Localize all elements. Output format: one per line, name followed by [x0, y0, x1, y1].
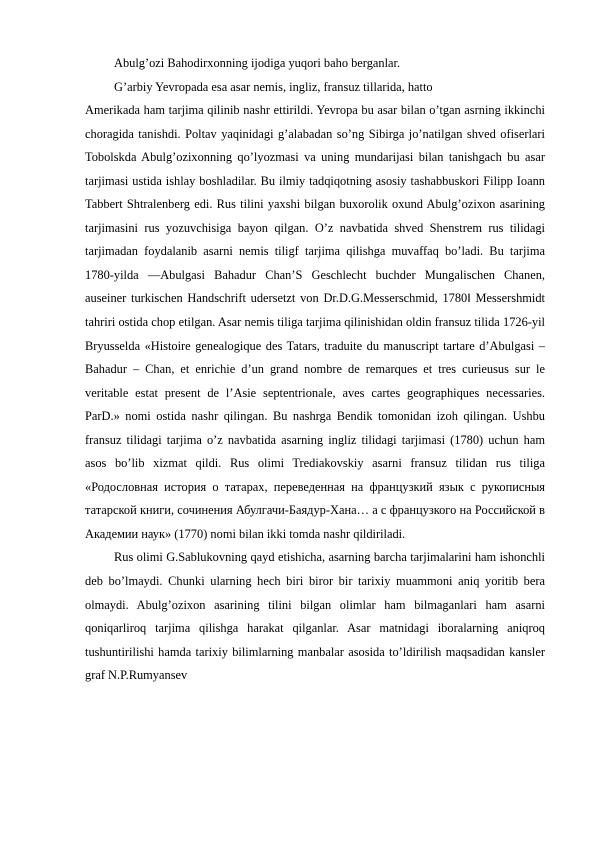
paragraph-3: Amerikada ham tarjima qilinib nashr ettirildi. Yevropa bu asar bilan o’tgan asrning ikkinchi choragida tanishdi. Poltav yaqinidagi g’alabadan so’ng Sibirga jo’natilgan shved ofiserlari Tobolskda Abulg’ozixonning qo’lyozmasi va uning mundarijasi bilan tanishgach bu asar tarjimasi ustida ishlay boshladilar. Bu ilmiy tadqiqotning asosiy tashabbuskori Filipp Ioann Tabbert Shtralenberg edi. Rus tilini yaxshi bilgan buxorolik oxund Abulg’ozixon asarining tarjimasini rus yozuvchisiga bayon qilgan. O’z navbatida shved Shenstrem rus tilidagi tarjimadan foydalanib asarni nemis tiligf tarjima qilishga muvaffaq bo’ladi. Bu tarjima 1780-yilda ―Abulgasi Bahadur Chan’S Geschlecht buchder Mungalischen Chanen, auseiner turkischen Handschrift udersetzt von Dr.D.G.Messerschmid, 1780‖ Messershmidt tahriri ostida chop etilgan. Asar nemis tiliga tarjima qilinishidan oldin fransuz tilida 1726-yil Bryusselda «Histoire genealogique des Tatars, traduite du manuscript tartare d’Abulgasi – Bahadur – Chan, et enrichie d’un grand nombre de remarques et tres curieusus sur le veritable estat present de l’Asie septentrionale, aves cartes geographiques necessaries. ParD.» nomi ostida nashr qilingan. Bu nashrga Bendik tomonidan izoh qilingan. Ushbu fransuz tilidagi tarjima o’z navbatida asarning ingliz tilidagi tarjimasi (1780) uchun ham asos bo’lib xizmat qildi. Rus olimi Trediakovskiy asarni fransuz tilidan rus tiliga «Родословная история о татарах, переведенная на французкий язык с рукописныя татарской книги, сочинения Абулгачи-Баядур-Хана… а с французкого на Российской в Академии наук» (1770) nomi bilan ikki tomda nashr qildiriladi.: [85, 103, 545, 541]
paragraph-4: Rus olimi G.Sablukovning qayd etishicha, asarning barcha tarjimalarini ham ishonchli deb bo’lmaydi. Chunki ularning hech biri biror bir tarixiy muammoni aniq yoritib bera olmaydi. Abulg’ozixon asarining tilini bilgan olimlar ham bilmaganlari ham asarni qoniqarliroq tarjima qilishga harakat qilganlar. Asar matnidagi iboralarning aniqroq tushuntirilishi hamda tarixiy bilimlarning manbalar asosida to’ldirilish maqsadidan kansler graf N.P.Rumyansev: [85, 550, 545, 683]
paragraph-1: Abulg’ozi Bahodirxonning ijodiga yuqori baho berganlar.: [114, 56, 401, 70]
paragraph-2: G’arbiy Yevropada esa asar nemis, ingliz, fransuz tillarida, hatto: [114, 79, 433, 94]
document-body: [85, 52, 545, 688]
